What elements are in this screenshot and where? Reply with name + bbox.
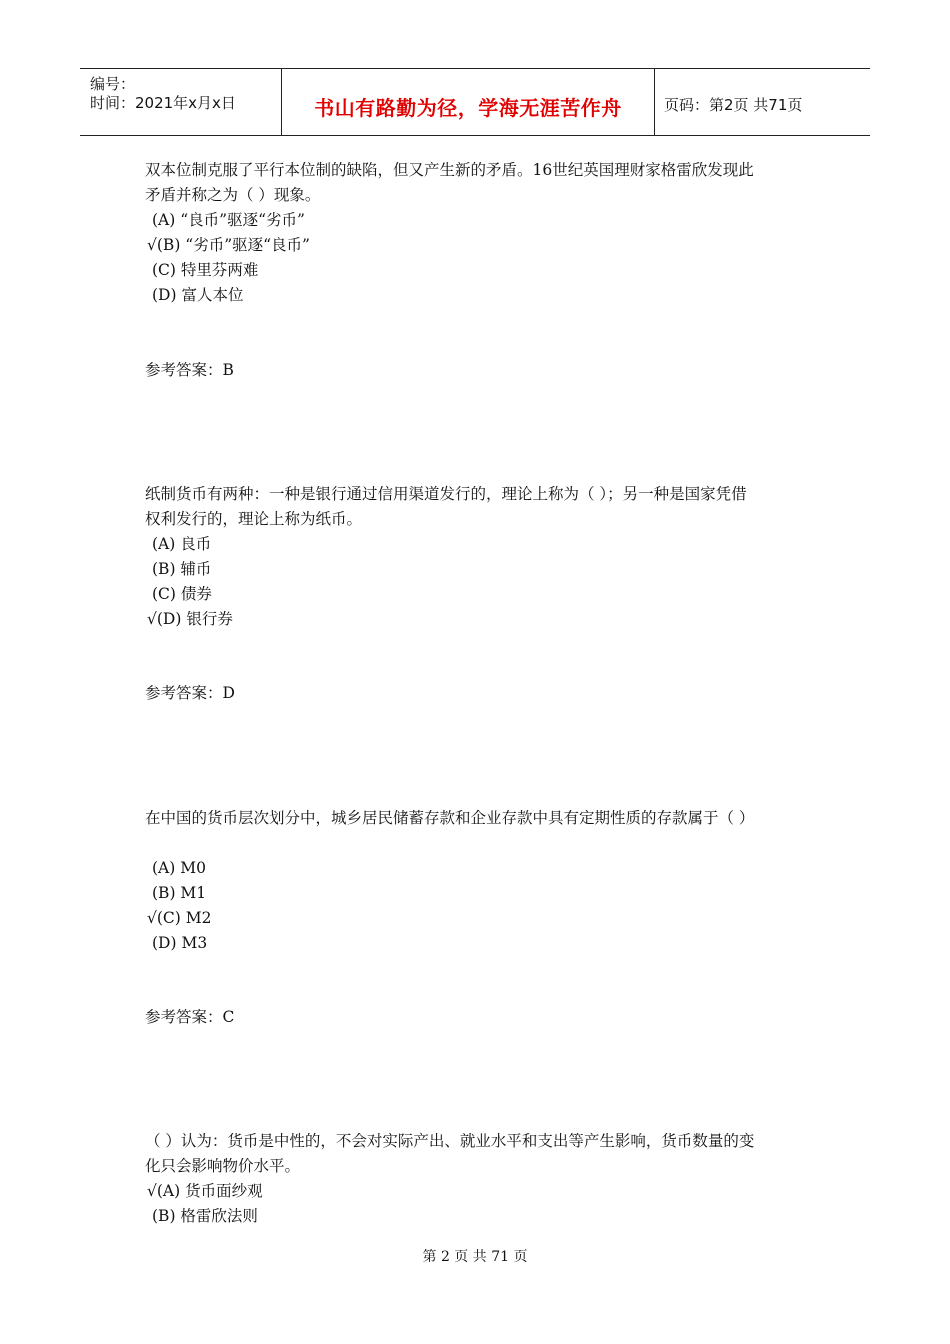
header-page-cell	[655, 69, 870, 135]
option-b: (B) M1	[152, 884, 207, 902]
answer-1: 参考答案：B	[145, 361, 234, 379]
option-d-correct: √(D) 银行券	[147, 610, 233, 628]
question-stem-line: 权利发行的，理论上称为纸币。	[145, 510, 363, 528]
motto: 书山有路勤为径，学海无涯苦作舟	[314, 96, 622, 120]
question-stem-line	[145, 831, 815, 856]
time-label: 时间：2021年x月x日	[90, 94, 236, 112]
option-c: (C) 债券	[152, 585, 212, 603]
question-stem-line: （ ）认为：货币是中性的，不会对实际产出、就业水平和支出等产生影响，货币数量的变	[145, 1132, 755, 1150]
option-b-correct: √(B) “劣币”驱逐“良币”	[147, 236, 310, 254]
option-a: (A) 良币	[152, 535, 212, 553]
question-stem-line: 化只会影响物价水平。	[145, 1157, 301, 1175]
option-a: (A) “良币”驱逐“劣币”	[152, 211, 305, 229]
option-c: (C) 特里芬两难	[152, 261, 259, 279]
option-c-correct: √(C) M2	[147, 909, 212, 927]
question-stem-line: 在中国的货币层次划分中，城乡居民储蓄存款和企业存款中具有定期性质的存款属于（ ）	[145, 809, 755, 827]
page-header	[80, 68, 870, 136]
option-d: (D) M3	[152, 934, 208, 952]
question-1	[145, 158, 815, 308]
header-meta-cell	[80, 69, 282, 135]
option-d: (D) 富人本位	[152, 286, 244, 304]
question-3	[145, 806, 815, 956]
question-2	[145, 482, 815, 632]
page-footer: 第 2 页 共 71 页	[422, 1249, 528, 1265]
option-a: (A) M0	[152, 859, 206, 877]
question-4	[145, 1129, 815, 1229]
number-label: 编号：	[90, 75, 136, 93]
page-info: 页码：第2页 共71页	[664, 96, 803, 114]
question-stem-line: 双本位制克服了平行本位制的缺陷，但又产生新的矛盾。16世纪英国理财家格雷欣发现此	[145, 161, 754, 179]
answer-3: 参考答案：C	[145, 1008, 235, 1026]
header-motto-cell	[282, 69, 655, 135]
question-stem-line: 矛盾并称之为（ ）现象。	[145, 186, 321, 204]
question-stem-line: 纸制货币有两种：一种是银行通过信用渠道发行的，理论上称为（ ）；另一种是国家凭借	[145, 485, 747, 503]
option-b: (B) 格雷欣法则	[152, 1207, 258, 1225]
option-a-correct: √(A) 货币面纱观	[147, 1182, 263, 1200]
option-b: (B) 辅币	[152, 560, 212, 578]
answer-2: 参考答案：D	[145, 684, 235, 702]
